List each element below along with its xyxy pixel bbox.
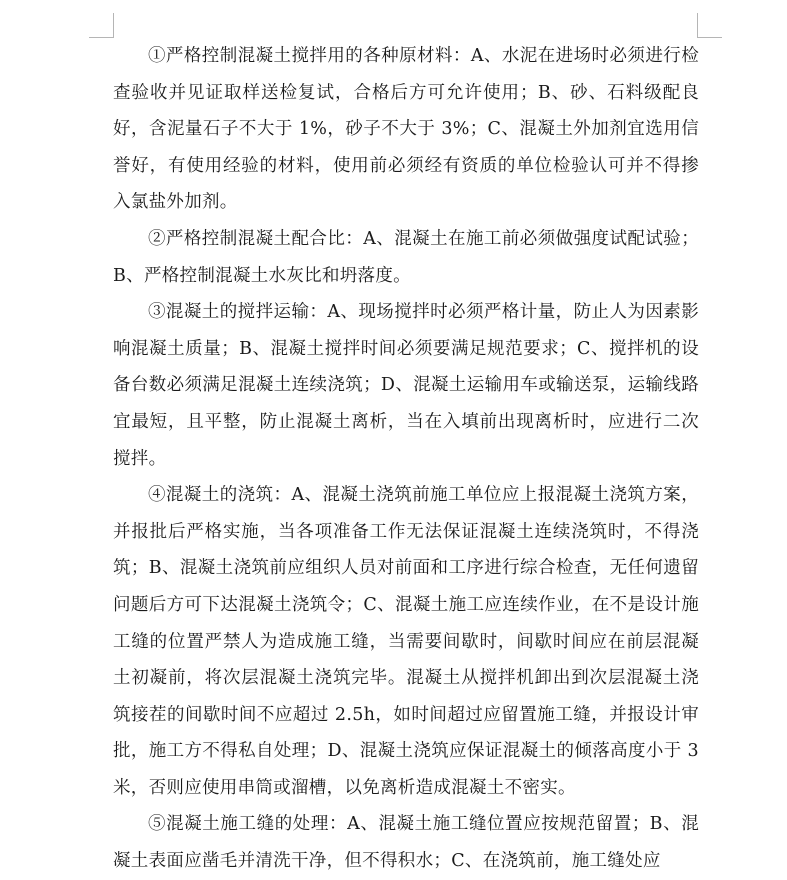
margin-corner-mark-top-right	[697, 13, 722, 38]
paragraph-mix-ratio: ②严格控制混凝土配合比：A、混凝土在施工前必须做强度试配试验；B、严格控制混凝土水灰比和坍落度。	[113, 228, 699, 286]
paragraph-mixing-transport: ③混凝土的搅拌运输：A、现场搅拌时必须严格计量，防止人为因素影响混凝土质量；B、混凝土搅拌时间必须要满足规范要求；C、搅拌机的设备台数必须满足混凝土连续浇筑；D、混凝土运输用车或输送泵，运输线路宜最短，且平整，防止混凝土离析，当在入填前出现离析时，应进行二次搅拌。	[113, 302, 699, 469]
paragraph-pouring: ④混凝土的浇筑：A、混凝土浇筑前施工单位应上报混凝土浇筑方案，并报批后严格实施，当各项准备工作无法保证混凝土连续浇筑时，不得浇筑；B、混凝土浇筑前应组织人员对前面和工序进行综合检查，无任何遗留问题后方可下达混凝土浇筑令；C、混凝土施工应连续作业，在不是设计施工缝的位置严禁人为造成施工缝，当需要间歇时，间歇时间应在前层混凝土初凝前，将次层混凝土浇筑完毕。混凝土从搅拌机卸出到次层混凝土浇筑接茬的间歇时间不应超过 2.5h，如时间超过应留置施工缝，并报设计审批，施工方不得私自处理；D、混凝土浇筑应保证混凝土的倾落高度小于 3 米，否则应使用串筒或溜槽，以免离析造成混凝土不密实。	[113, 485, 699, 798]
margin-corner-mark-top-left	[89, 13, 114, 38]
paragraph-construction-joint: ⑤混凝土施工缝的处理：A、混凝土施工缝位置应按规范留置；B、混凝土表面应凿毛并清洗干净，但不得积水；C、在浇筑前，施工缝处应	[113, 814, 699, 872]
document-body[interactable]	[113, 38, 699, 880]
paragraph-raw-materials: ①严格控制混凝土搅拌用的各种原材料：A、水泥在进场时必须进行检查验收并见证取样送检复试，合格后方可允许使用；B、砂、石料级配良好，含泥量石子不大于 1%，砂子不大于 3%；C、混凝土外加剂宜选用信誉好，有使用经验的材料，使用前必须经有资质的单位检验认可并不得掺入氯盐外加剂。	[113, 46, 699, 213]
